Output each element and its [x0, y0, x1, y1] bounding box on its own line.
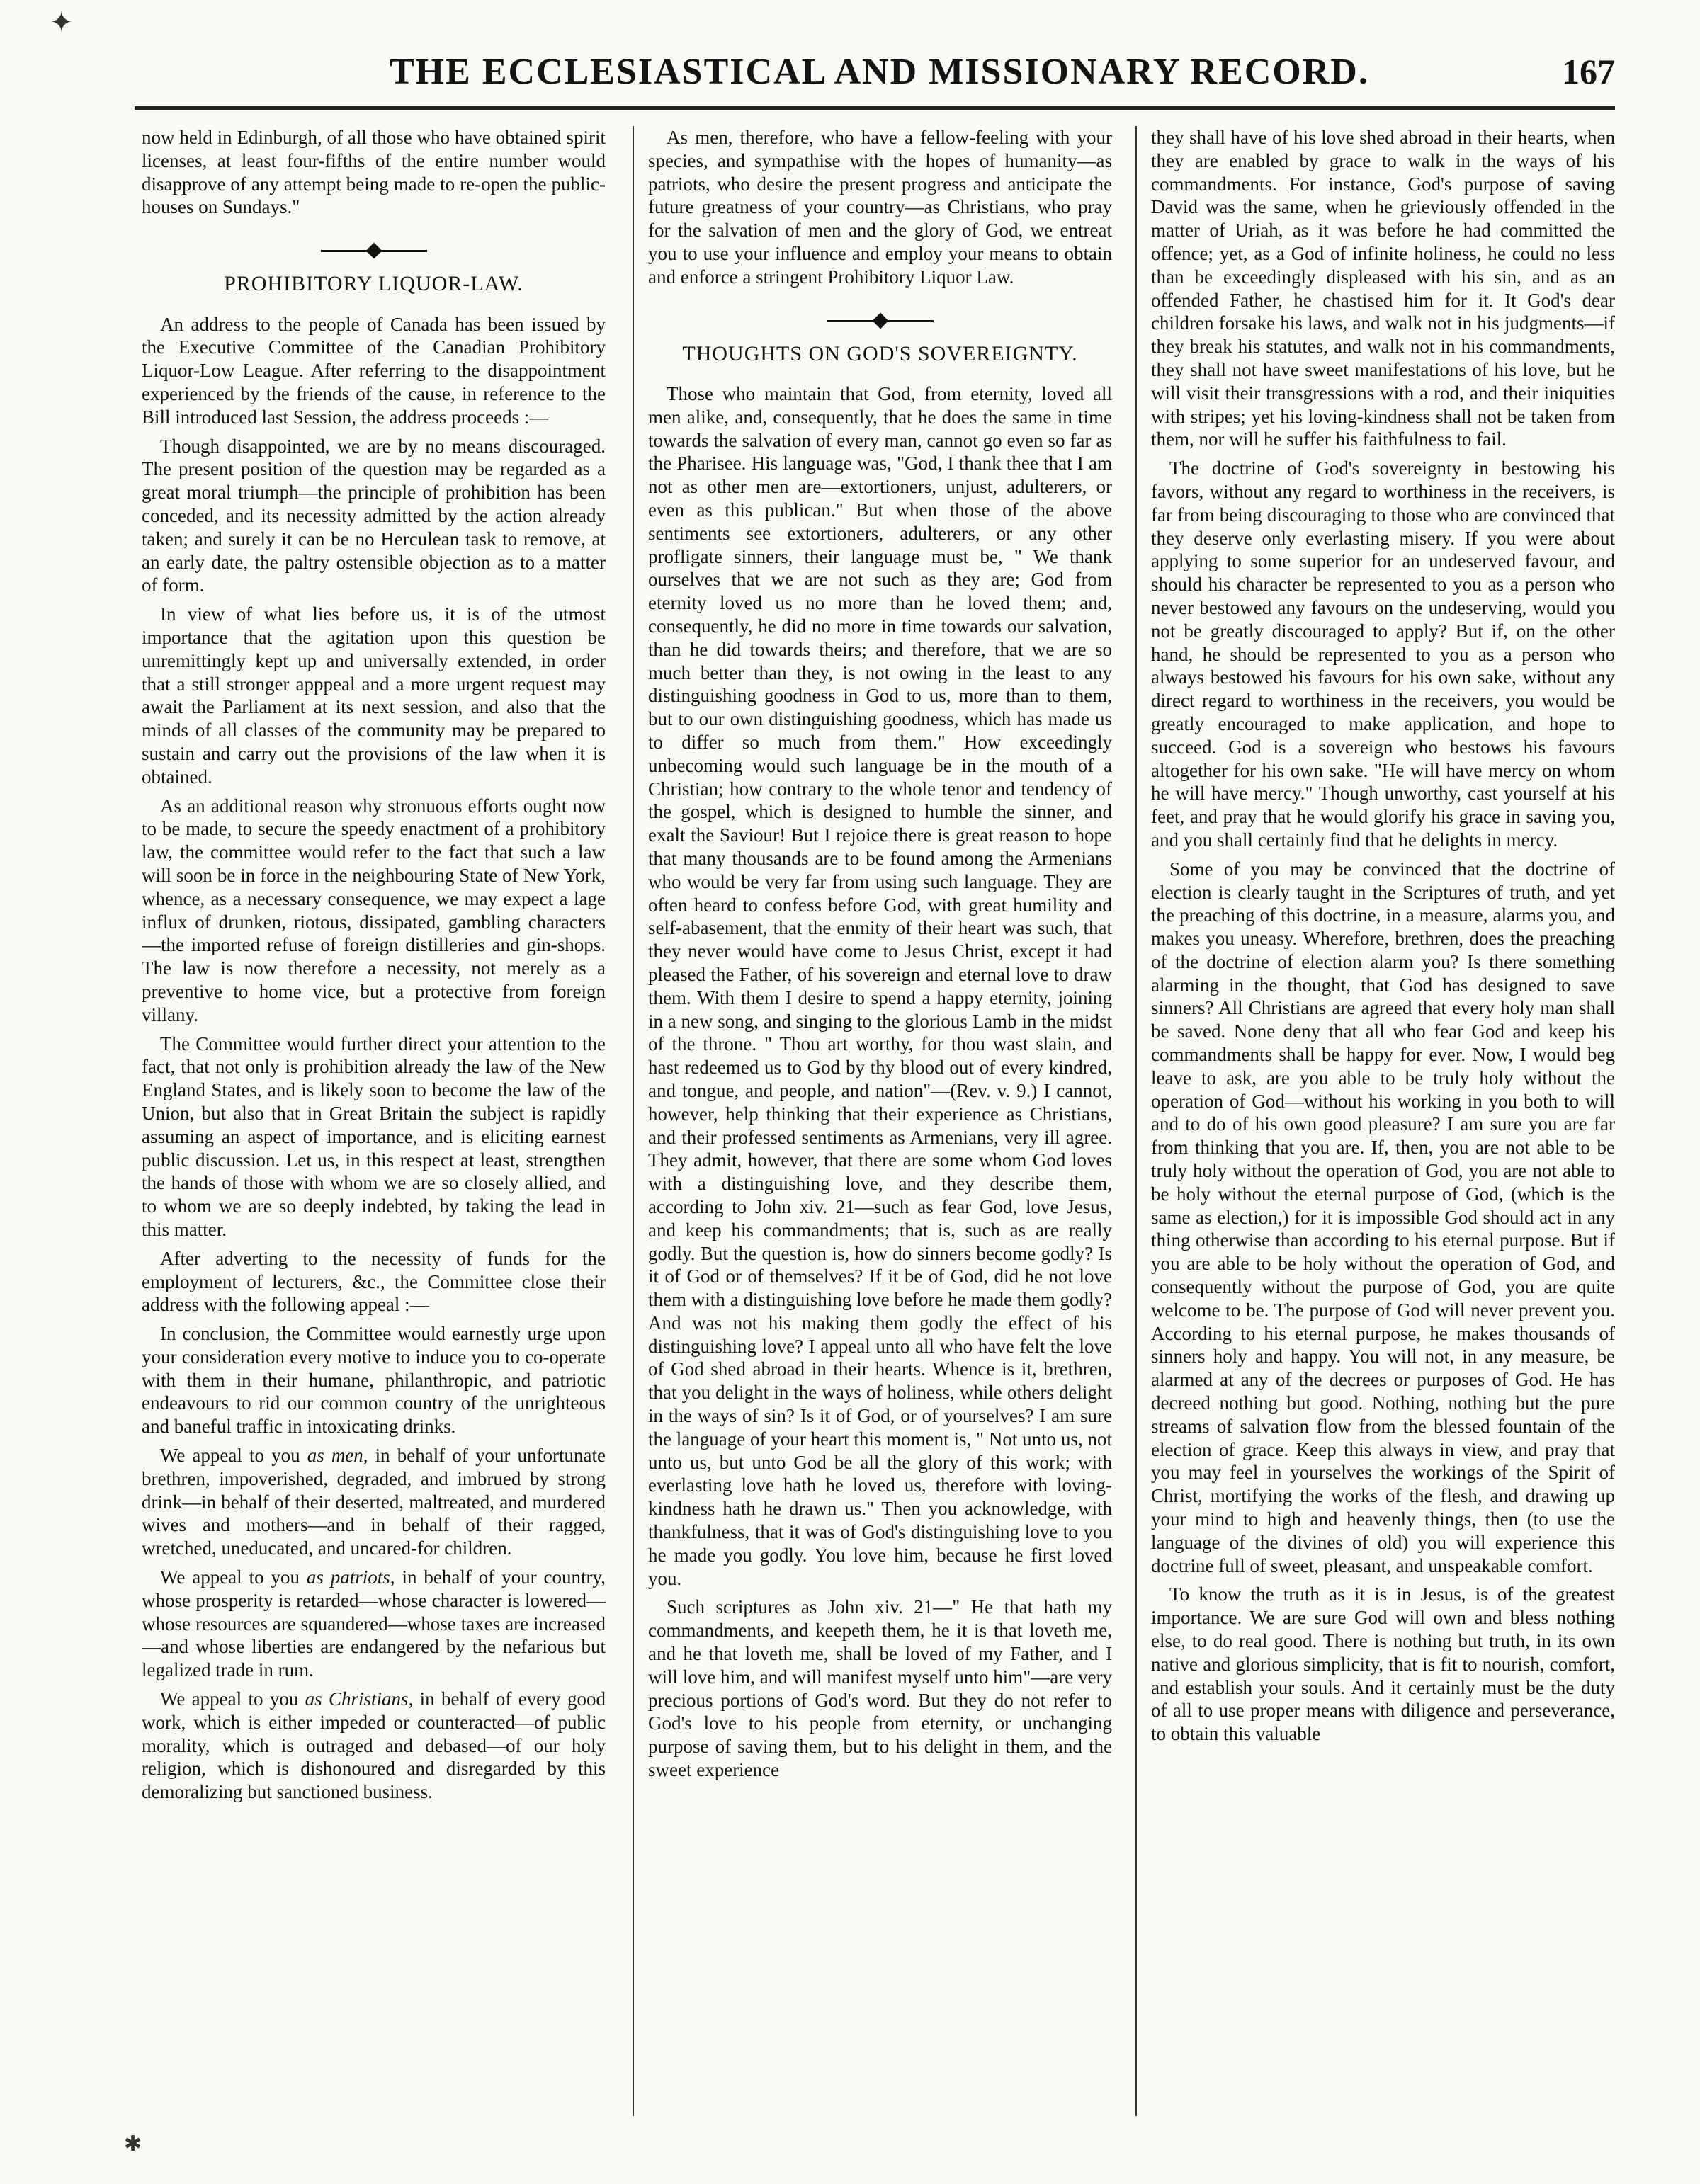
- text-run: We appeal to you: [160, 1688, 305, 1710]
- paragraph: Such scriptures as John xiv. 21—" He that hath my commandments, and keepeth them, he it is that loveth me, and he that loveth me, shall be loved of my Father, and I will love him, and will manifest myself unto him"—are very precious portions of God's word. But they do not refer to God's love to his people from eternity, or unchanging purpose of saving them, but to his delight in them, and the sweet experience: [648, 1596, 1112, 1781]
- paragraph: In conclusion, the Committee would earnestly urge upon your consideration every motive to induce you to co-operate with them in their humane, philanthropic, and patriotic endeavours to rid our common country of the unrighteous and baneful traffic in intoxicating drinks.: [142, 1323, 606, 1438]
- text-run: in behalf of your unfortunate brethren, impoverished, degraded, and imbrued by strong drink—in behalf of their deserted, maltreated, and murdered wives and mothers—and in behalf of their ragged, wretched, uneducated, and uncared-for children.: [142, 1445, 606, 1559]
- section-title-prohibitory-liquor-law: PROHIBITORY LIQUOR-LAW.: [224, 272, 523, 296]
- paragraph: [142, 1688, 606, 1804]
- paragraph: Some of you may be convinced that the doctrine of election is clearly taught in the Scriptures of truth, and yet the preaching of this doctrine, in a measure, alarms you, and makes you uneasy. Wherefore, brethren, does the preaching of the doctrine of election alarm you? Is there something alarming in the thought, that God has designed to save sinners? All Christians are agreed that every holy man shall be saved. None deny that all who fear God and keep his commandments shall be happy for ever. Now, I would beg leave to ask, are you able to be truly holy without the operation of God—without his working in you both to will and to do of his own good pleasure? I am sure you are far from thinking that you are. If, then, you are not able to be truly holy without the operation of God, you are not able to be holy without the eternal purpose of God, (which is the same as election,) for it is impossible God should act in any thing otherwise than according to his eternal purpose. But if you are able to be holy without the operation of God, and consequently without the purpose of God, you are quite welcome to be. The purpose of God will never prevent you. According to his eternal purpose, he makes thousands of sinners holy and happy. You will not, in any measure, be alarmed at any of the decrees or purposes of God. He has decreed nothing but good. Nothing, nothing but the pure streams of salvation flow from the blessed fountain of the election of grace. Keep this always in view, and pray that you may feel in yourselves the workings of the Spirit of Christ, mortifying the works of the flesh, and drawing up your mind to high and heavenly things, then (to use the language of the divines of old) you will experience this doctrine full of sweet, pleasant, and unspeakable comfort.: [1151, 858, 1615, 1576]
- text-run: We appeal to you: [160, 1566, 307, 1588]
- emphasis: as patriots,: [306, 1566, 395, 1588]
- text-run: We appeal to you: [160, 1445, 307, 1467]
- corner-mark-top-left: ✦: [50, 6, 74, 38]
- paragraph: An address to the people of Canada has been issued by the Executive Committee of the Canadian Prohibitory Liquor-Low League. After referring to the disappointment experienced by the friends of the cause, in reference to the Bill introduced last Session, the address proceeds :—: [142, 313, 606, 428]
- section-title-gods-sovereignty: THOUGHTS ON GOD'S SOVEREIGNTY.: [682, 341, 1078, 365]
- emphasis: as men,: [307, 1445, 368, 1467]
- paragraph: As men, therefore, who have a fellow-feeling with your species, and sympathise with the hopes of humanity—as patriots, who desire the present progress and anticipate the future greatness of your country—as Christians, who pray for the salvation of men and the glory of God, we entreat you to use your influence and employ your means to obtain and enforce a stringent Prohibitory Liquor Law.: [648, 127, 1112, 288]
- paragraph: As an additional reason why stronuous efforts ought now to be made, to secure the speedy enactment of a prohibitory law, the committee would refer to the fact that such a law will soon be in force in the neighbouring State of New York, whence, as a necessary consequence, we may expect a lage influx of drunken, riotous, dissipated, gambling characters—the imported refuse of foreign distilleries and gin-shops. The law is now therefore a necessity, not merely as a preventive to home vice, but a protective from foreign villany.: [142, 795, 606, 1025]
- page-number: 167: [1562, 52, 1615, 91]
- header-rule: [135, 106, 1615, 110]
- emphasis: as Christians,: [305, 1688, 414, 1710]
- column-3: [1151, 126, 1615, 2109]
- column-1: [142, 126, 606, 2109]
- paragraph: [142, 1566, 606, 1682]
- paragraph: After adverting to the necessity of funds for the employment of lecturers, &c., the Committee close their address with the following appeal :—: [142, 1247, 606, 1316]
- column-divider-2: [1135, 126, 1137, 2116]
- corner-mark-bottom-left: ✱: [124, 2132, 142, 2156]
- column-divider-1: [633, 126, 634, 2116]
- section-separator: [321, 243, 427, 258]
- paragraph: Though disappointed, we are by no means discouraged. The present position of the question may be regarded as a great moral triumph—the principle of prohibition has been conceded, and its necessity admitted by the action already taken; and surely it can be no Herculean task to remove, at an early date, the paltry ostensible objection as to a matter of form.: [142, 435, 606, 596]
- paragraph: now held in Edinburgh, of all those who have obtained spirit licenses, at least four-fifths of the entire number would disapprove of any attempt being made to re-open the public-houses on Sundays.": [142, 127, 606, 218]
- text-run: in behalf of every good work, which is either impeded or counteracted—of public morality, which is outraged and debased—of our holy religion, which is dishonoured and disregarded by this demoralizing but sanctioned business.: [142, 1688, 606, 1803]
- running-title: THE ECCLESIASTICAL AND MISSIONARY RECORD.: [390, 52, 1369, 92]
- page-header: [135, 51, 1615, 101]
- column-2: [648, 126, 1112, 2109]
- paragraph: The doctrine of God's sovereignty in bestowing his favors, without any regard to worthiness in the receivers, is far from being discouraging to those who are convinced that they deserve only everlasting misery. If you were about applying to some superior for an undeserved favour, and should his character be represented to you as a person who never bestowed any favours on the undeserving, would you not be greatly discouraged to apply? But if, on the other hand, he should be represented to you as a person who always bestowed his favours for his own sake, without any direct regard to worthiness in the receivers, you would be greatly encouraged to make application, and hope to succeed. God is a sovereign who bestows his favours altogether for his own sake. "He will have mercy on whom he will have mercy." Though unworthy, cast yourself at his feet, and pray that he would glorify his grace in saving you, and you shall certainly find that he delights in mercy.: [1151, 457, 1615, 851]
- paragraph: Those who maintain that God, from eternity, loved all men alike, and, consequently, that he does the same in time towards the salvation of every man, cannot go even so far as the Pharisee. His language was, "God, I thank thee that I am not as other men are—extortioners, unjust, adulterers, or even as this publican." But when those of the above sentiments see extortioners, adulterers, or any other profligate sinners, their language must be, " We thank ourselves that we are not such as they are; God from eternity loved us no more than he loved them; and, consequently, he did no more in time towards our salvation, than he did towards theirs; and therefore, that we are so much better than they, is not owing in the least to any distinguishing goodness in God to us, more than to them, but to our own distinguishing goodness, which has made us to differ so much from them." How exceedingly unbecoming would such language be in the mouth of a Christian; how contrary to the whole tenor and tendency of the gospel, which is designed to humble the sinner, and exalt the Saviour! But I rejoice there is great reason to hope that many thousands are to be found among the Armenians who would be very far from using such language. They are often heard to confess before God, with great humility and self-abasement, that the enmity of their heart was such, that they never would have come to Jesus Christ, except it had pleased the Father, of his sovereign and eternal love to draw them. With them I desire to spend a happy eternity, joining in a new song, and singing to the glorious Lamb in the midst of the throne. " Thou art worthy, for thou wast slain, and hast redeemed us to God by thy blood out of every kindred, and tongue, and people, and nation"—(Rev. v. 9.) I cannot, however, help thinking that their experience as Christians, and their professed sentiments as Armenians, very ill agree. They admit, however, that there are some whom God loves with a distinguishing love, and they describe them, according to John xiv. 21—such as fear God, love Jesus, and keep his commandments; that is, such as are really godly. But the question is, how do sinners become godly? Is it of God or of themselves? If it be of God, did he not love them with a distinguishing love before he made them godly? And was not his making them godly the effect of his distinguishing love? I appeal unto all who have felt the love of God shed abroad in their hearts. Whence is it, brethren, that you delight in the ways of holiness, while others delight in the ways of sin? Is it of God, or of yourselves? I am sure the language of your heart this moment is, " Not unto us, not unto us, but unto God be all the glory of this work; with everlasting love hath he loved us, therefore with loving-kindness hath he drawn us." Then you acknowledge, with thankfulness, that it was of God's distinguishing love to you he made you godly. You love him, because he first loved you.: [648, 383, 1112, 1589]
- paragraph: In view of what lies before us, it is of the utmost importance that the agitation upon this question be unremittingly kept up and universally extended, in order that a still stronger apppeal and a more urgent request may await the Parliament at its next session, and also that the minds of all classes of the community may be prepared to sustain and carry out the provisions of the law when it is obtained.: [142, 603, 606, 787]
- paragraph: The Committee would further direct your attention to the fact, that not only is prohibition already the law of the New England States, and is likely soon to become the law of the Union, but also that in Great Britain the subject is rapidly assuming an aspect of importance, and is eliciting earnest public discussion. Let us, in this respect at least, strengthen the hands of those with whom we are so closely allied, and to whom we are so deeply indebted, by taking the lead in this matter.: [142, 1033, 606, 1240]
- paragraph: they shall have of his love shed abroad in their hearts, when they are enabled by grace to walk in the ways of his commandments. For instance, God's purpose of saving David was the same, when he grieviously offended in the matter of Uriah, as it was before he had committed the offence; yet, as a God of infinite holiness, he could no less than be exceedingly displeased with his sin, and as an offended Father, he chastised him for it. It God's dear children forsake his laws, and walk not in his judgments—if they break his statutes, and walk not in his commandments, they shall not have sweet manifestations of his love, but he will visit their transgressions with a rod, and their iniquities with stripes; yet his loving-kindness shall not be taken from them, nor will he suffer his faithfulness to fail.: [1151, 127, 1615, 450]
- text-run: in behalf of your country, whose prosperity is retarded—whose character is lowered—whose resources are squandered—whose taxes are increased—and whose liberties are endangered by the nefarious but legalized trade in rum.: [142, 1566, 606, 1681]
- paragraph: To know the truth as it is in Jesus, is of the greatest importance. We are sure God will own and bless nothing else, to do real good. There is nothing but truth, in its own native and glorious simplicity, that is fit to nourish, comfort, and establish your souls. And it certainly must be the duty of all to use proper means with diligence and perseverance, to obtain this valuable: [1151, 1583, 1615, 1745]
- section-separator: [827, 313, 934, 329]
- paragraph: [142, 1444, 606, 1560]
